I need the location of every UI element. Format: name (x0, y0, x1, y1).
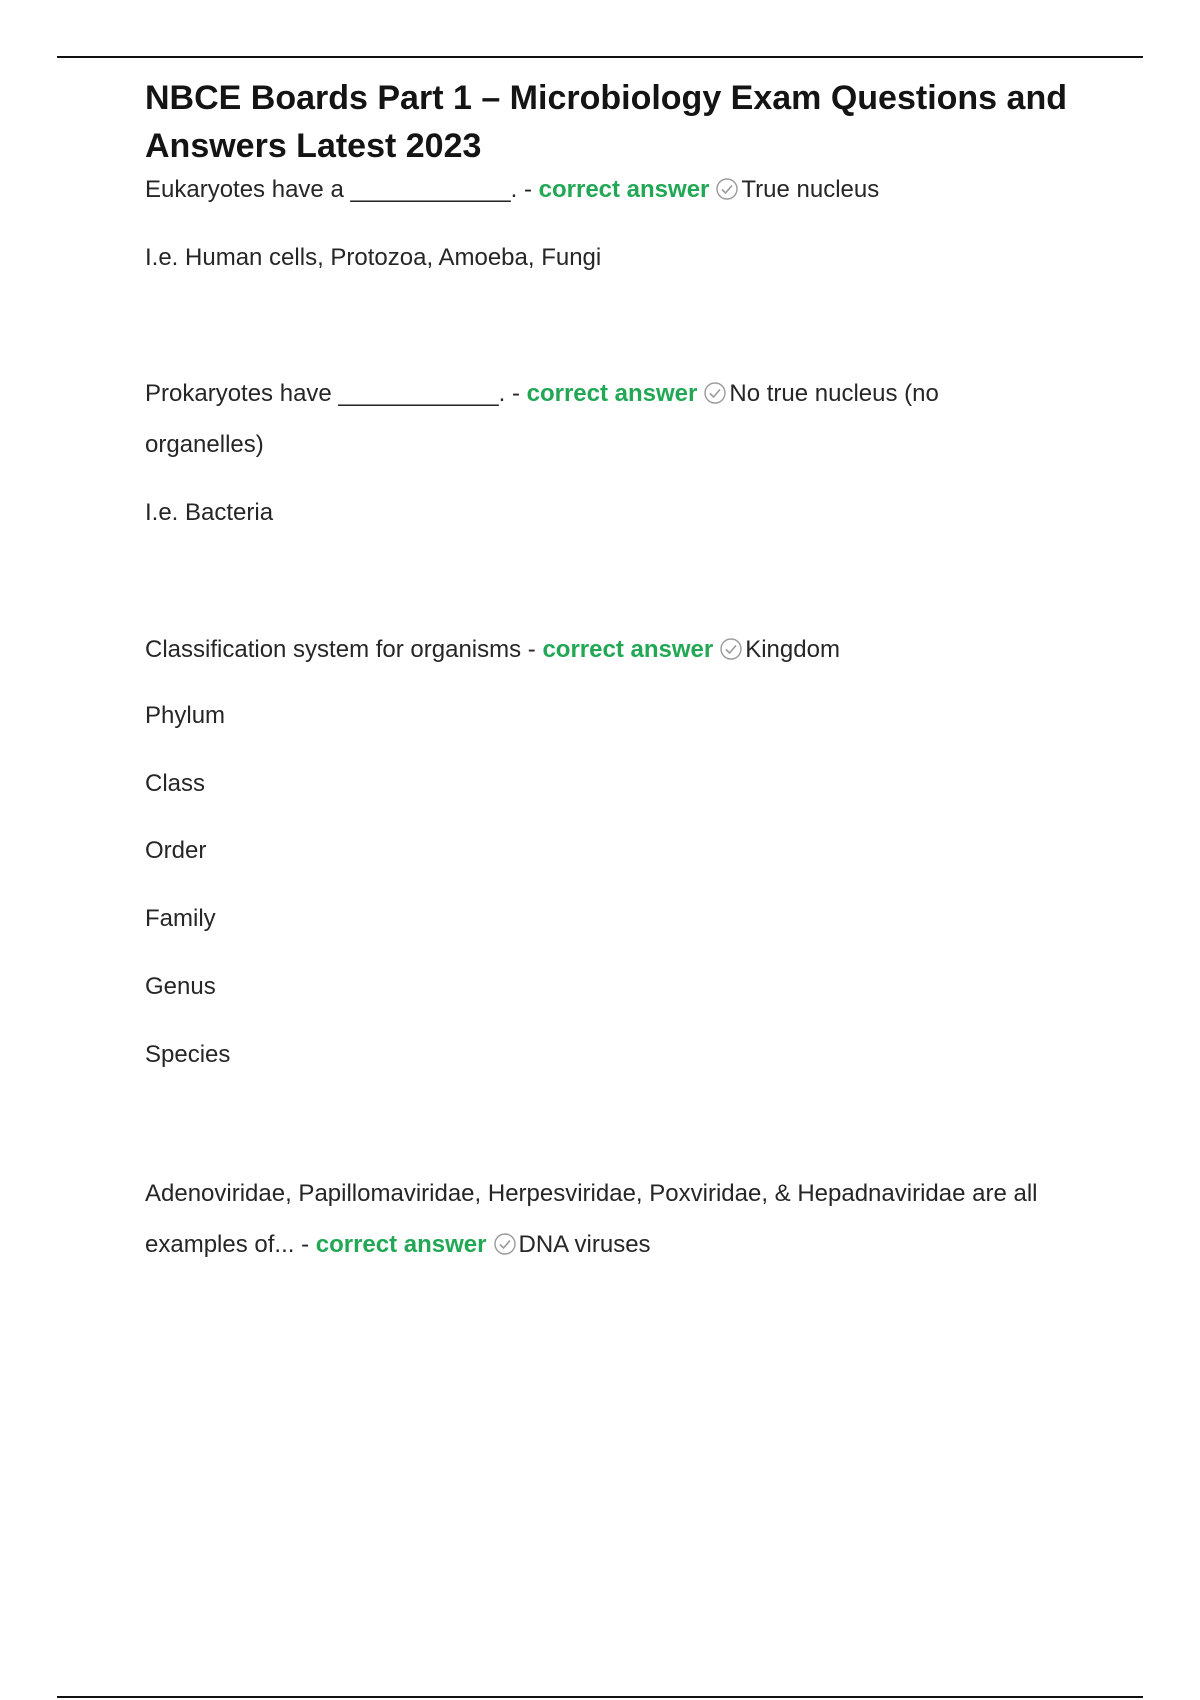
answer-text: DNA viruses (518, 1231, 651, 1258)
question-text: Adenoviridae, Papillomaviridae, Herpesviridae, Poxviridae, & Hepadnaviridae are all examples of... (145, 1180, 1038, 1258)
separator: - (517, 176, 539, 203)
question-text: Eukaryotes have a ____________. (145, 176, 518, 203)
bottom-rule (57, 1696, 1143, 1698)
note-line: Genus (145, 973, 216, 1000)
top-rule (57, 56, 1143, 58)
check-circle-icon (719, 637, 743, 661)
qa-item-4 (145, 1168, 1105, 1270)
qa-item-2 (145, 368, 1005, 470)
correct-answer-label: correct answer (542, 636, 714, 663)
qa-item-1 (145, 164, 1105, 215)
answer-text: No true nucleus (no organelles) (145, 380, 939, 458)
check-circle-icon (703, 381, 727, 405)
check-circle-icon (493, 1232, 517, 1256)
qa-item-3 (145, 624, 1105, 675)
answer-text: Kingdom (745, 636, 840, 663)
note-line: Order (145, 837, 207, 864)
separator: - (294, 1231, 316, 1258)
note-line: I.e. Bacteria (145, 499, 274, 526)
page-title: NBCE Boards Part 1 – Microbiology Exam Questions and Answers Latest 2023 (145, 79, 1067, 165)
note-line: Class (145, 770, 206, 797)
correct-answer-label: correct answer (538, 176, 710, 203)
note-line: I.e. Human cells, Protozoa, Amoeba, Fungi (145, 244, 602, 271)
question-text: Prokaryotes have ____________. (145, 380, 506, 407)
question-text: Classification system for organisms (145, 636, 522, 663)
note-line: Phylum (145, 702, 226, 729)
answer-text: True nucleus (741, 176, 880, 203)
correct-answer-label: correct answer (526, 380, 698, 407)
correct-answer-label: correct answer (315, 1231, 487, 1258)
separator: - (505, 380, 527, 407)
note-line: Species (145, 1041, 231, 1068)
check-circle-icon (715, 177, 739, 201)
separator: - (521, 636, 543, 663)
note-line: Family (145, 905, 216, 932)
